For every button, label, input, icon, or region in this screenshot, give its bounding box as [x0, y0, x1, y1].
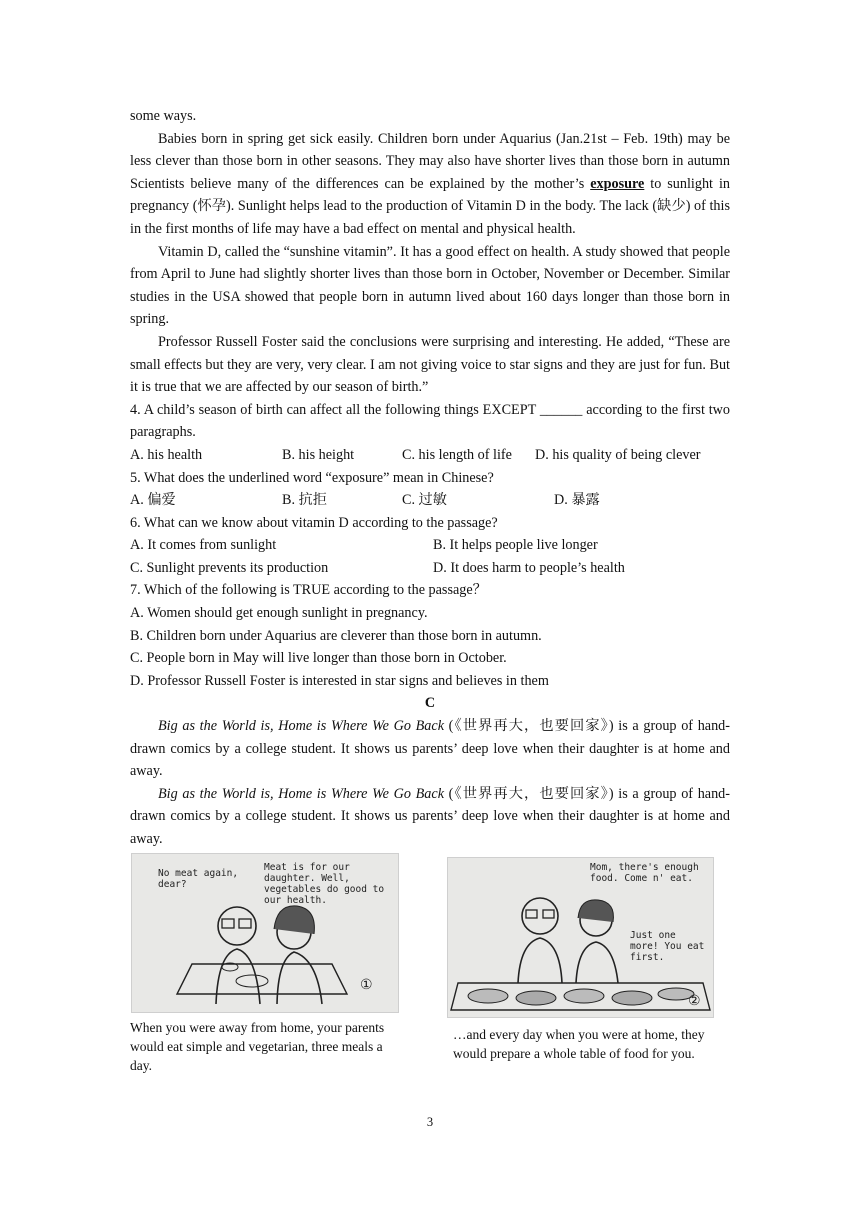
option: C. his length of life: [402, 446, 512, 463]
panel-number: ②: [688, 993, 701, 1009]
paragraph-1-text-b: to sunlight in pregnancy (怀孕). Sunlight helps lead to the production of Vitamin D in the body. The lack (缺少) of this in the first months of life may have a bad effect on mental and physical health.: [130, 175, 730, 237]
option: B. 抗拒: [282, 492, 327, 509]
option: A. his health: [130, 446, 203, 463]
option: D. 暴露: [554, 492, 600, 509]
speech-bubble: Meat is for our daughter. Well, vegetables do good to our health.: [264, 862, 385, 906]
speech-bubble: Mom, there's enough food. Come n' eat.: [590, 862, 699, 884]
option: C. People born in May will live longer than those born in October.: [130, 650, 507, 667]
question-6-options-row1: [130, 534, 730, 557]
passage-paragraph-1: [130, 128, 730, 241]
option: B. It helps people live longer: [433, 537, 598, 554]
intro-text: (《世界再大，也要回家》) is a group of hand-drawn comics by a college student. It shows us parents’ deep love when their daughter is at home and away.: [130, 785, 730, 847]
page-number: 3: [426, 1115, 434, 1129]
option: B. Children born under Aquarius are cleverer than those born in autumn.: [130, 627, 542, 644]
section-c-intro: [130, 715, 730, 783]
comic-panel-2: [447, 857, 714, 1018]
comic-caption-1: When you were away from home, your parents would eat simple and vegetarian, three meals a day.: [130, 1020, 385, 1073]
comic-panel-1: [131, 853, 399, 1013]
question-6-stem: 6. What can we know about vitamin D according to the passage?: [130, 514, 498, 531]
question-7-stem: 7. Which of the following is TRUE according to the passage？: [130, 582, 487, 599]
question-4-stem: 4. A child’s season of birth can affect all the following things EXCEPT ______ according to the first two paragraphs.: [130, 401, 730, 441]
option: A. It comes from sunlight: [130, 537, 277, 554]
question-4-options: [130, 444, 730, 467]
option: D. his quality of being clever: [535, 446, 701, 463]
document-body: [130, 105, 730, 851]
option: C. 过敏: [402, 492, 447, 509]
panel-number: ①: [360, 977, 373, 993]
option: A. 偏爱: [130, 492, 176, 509]
option: D. It does harm to people’s health: [433, 559, 625, 576]
passage-fragment: some ways.: [130, 108, 197, 124]
passage-paragraph-2: Vitamin D, called the “sunshine vitamin”. It has a good effect on health. A study showed that people from April to June had slightly shorter lives than those born in October, November or December. Similar studies in the USA showed that people born in autumn lived about 160 days longer than those born in spring.: [130, 243, 730, 328]
question-6-options-row2: [130, 557, 730, 580]
passage-paragraph-3: Professor Russell Foster said the conclusions were surprising and interesting. He added, “These are small effects but they are very, very clear. I am not giving voice to star signs and they are just for fun. But it is true that we are affected by our season of birth.”: [130, 333, 730, 396]
option: D. Professor Russell Foster is interested in star signs and believes in them: [130, 672, 549, 689]
paragraph-1-text-a: Babies born in spring get sick easily. Children born under Aquarius (Jan.21st – Feb. 19th) may be less clever than those born in other seasons. They may also have shorter lives than those born in autumn Scientists believe many of the differences can be explained by the mother’s: [130, 130, 730, 192]
section-heading: C: [424, 695, 436, 712]
section-c-intro-repeat: [130, 783, 730, 851]
comic-caption-2: …and every day when you were at home, they would prepare a whole table of food for you.: [453, 1027, 705, 1061]
underlined-keyword: exposure: [590, 175, 645, 192]
comic-title: Big as the World is, Home is Where We Go Back: [158, 785, 444, 802]
option: C. Sunlight prevents its production: [130, 559, 329, 576]
comic-title: Big as the World is, Home is Where We Go Back: [158, 718, 444, 735]
question-5-options: [130, 489, 730, 512]
speech-bubble: Just one more! You eat first.: [630, 930, 705, 963]
option: A. Women should get enough sunlight in pregnancy.: [130, 605, 428, 622]
question-5-stem: 5. What does the underlined word “exposure” mean in Chinese?: [130, 469, 494, 486]
intro-text: (《世界再大，也要回家》) is a group of hand-drawn comics by a college student. It shows us parents’ deep love when their daughter is at home and away.: [130, 718, 730, 780]
option: B. his height: [282, 446, 355, 463]
speech-bubble: No meat again, dear?: [158, 868, 239, 890]
